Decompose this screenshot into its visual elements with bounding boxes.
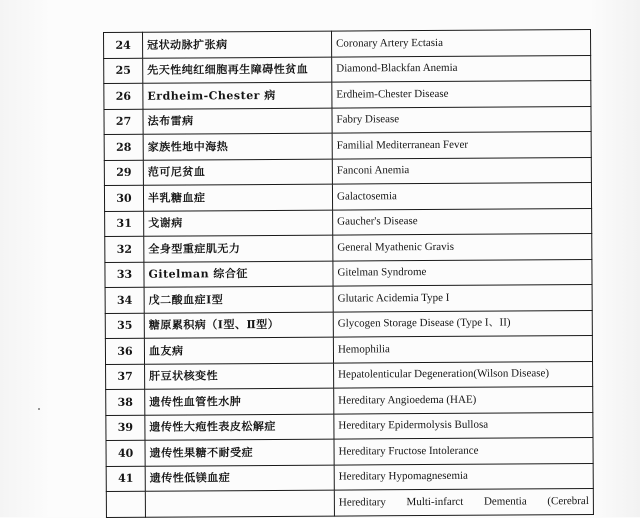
table-row [106, 387, 593, 415]
row-number: 40 [106, 440, 145, 466]
english-name: Coronary Artery Ectasia [331, 30, 590, 57]
row-number: 41 [106, 466, 145, 492]
table-row [104, 30, 591, 58]
english-name [334, 489, 593, 516]
table-row [104, 132, 591, 160]
row-number: 32 [105, 236, 144, 262]
chinese-name: Gitelman 综合征 [144, 261, 333, 288]
row-number: 28 [104, 134, 143, 160]
row-number: 38 [106, 389, 145, 415]
chinese-name: 遗传性低镁血症 [145, 465, 334, 492]
chinese-name: 先天性纯红细胞再生障碍性贫血 [143, 57, 332, 84]
table-body [104, 30, 594, 517]
english-word: Hereditary [338, 496, 386, 509]
english-name: Hereditary Angioedema (HAE) [334, 387, 593, 414]
table-row [105, 208, 592, 236]
english-word: Multi-infarct [406, 495, 464, 508]
chinese-name: 半乳糖血症 [143, 184, 332, 211]
english-name: Fabry Disease [332, 106, 591, 133]
chinese-name: 遗传性血管性水肿 [145, 388, 334, 415]
table-row [105, 285, 592, 313]
chinese-name: 全身型重症肌无力 [144, 235, 333, 262]
english-name: Familial Mediterranean Fever [332, 132, 591, 159]
table-row [106, 361, 593, 389]
english-name: General Myathenic Gravis [333, 234, 592, 261]
english-name: Erdheim-Chester Disease [332, 81, 591, 108]
chinese-name [145, 490, 334, 517]
english-name: Hereditary Fructose Intolerance [334, 438, 593, 465]
row-number: 35 [105, 313, 144, 339]
english-name-justified [339, 495, 589, 510]
table-row [106, 412, 593, 440]
row-number: 36 [105, 338, 144, 364]
table-row [105, 234, 592, 262]
table-row [104, 106, 591, 134]
english-name: Gitelman Syndrome [333, 259, 592, 286]
chinese-name: 冠状动脉扩张病 [143, 31, 332, 58]
chinese-name: 肝豆状核变性 [145, 363, 334, 390]
row-number: 34 [105, 287, 144, 313]
chinese-name: 戈谢病 [144, 210, 333, 237]
chinese-name: 范可尼贫血 [143, 159, 332, 186]
row-number: 24 [104, 32, 143, 58]
table-row [105, 310, 592, 338]
english-name: Hereditary Epidermolysis Bullosa [334, 412, 593, 439]
table-row [105, 336, 592, 364]
chinese-name: 糖原累积病（Ⅰ型、Ⅱ型） [144, 312, 333, 339]
row-number: 33 [105, 262, 144, 288]
table-row [105, 259, 592, 287]
english-word: (Cerebral [547, 494, 589, 508]
row-number: 25 [104, 58, 143, 84]
rare-disease-table [103, 29, 594, 517]
chinese-name: 遗传性大疱性表皮松解症 [145, 414, 334, 441]
chinese-name: 法布雷病 [143, 108, 332, 135]
chinese-name: Erdheim-Chester 病 [143, 82, 332, 109]
row-number [106, 491, 145, 517]
row-number: 37 [106, 364, 145, 390]
chinese-name: 血友病 [144, 337, 333, 364]
english-name: Fanconi Anemia [332, 157, 591, 184]
english-name: Galactosemia [332, 183, 591, 210]
chinese-name: 遗传性果糖不耐受症 [145, 439, 334, 466]
row-number: 31 [105, 211, 144, 237]
english-name: Gaucher's Disease [333, 208, 592, 235]
row-number: 26 [104, 83, 143, 109]
table-row [106, 463, 593, 491]
scan-speck [38, 408, 40, 410]
table-row [104, 183, 591, 211]
table-row [106, 438, 593, 466]
english-name: Hemophilia [333, 336, 592, 363]
chinese-name: 家族性地中海热 [143, 133, 332, 160]
row-number: 29 [104, 160, 143, 186]
chinese-name: 戊二酸血症Ⅰ型 [144, 286, 333, 313]
row-number: 30 [104, 185, 143, 211]
english-name: Diamond-Blackfan Anemia [332, 55, 591, 82]
english-name: Hereditary Hypomagnesemia [334, 463, 593, 490]
table-row [104, 81, 591, 109]
row-number: 39 [106, 415, 145, 441]
row-number: 27 [104, 109, 143, 135]
english-name: Hepatolenticular Degeneration(Wilson Disease) [334, 361, 593, 388]
table-row [104, 55, 591, 83]
english-name: Glycogen Storage Disease (Type I、II) [333, 310, 592, 337]
english-name: Glutaric Acidemia Type I [333, 285, 592, 312]
table-row-partial [106, 489, 593, 517]
table-row [104, 157, 591, 185]
english-word: Dementia [483, 495, 527, 508]
